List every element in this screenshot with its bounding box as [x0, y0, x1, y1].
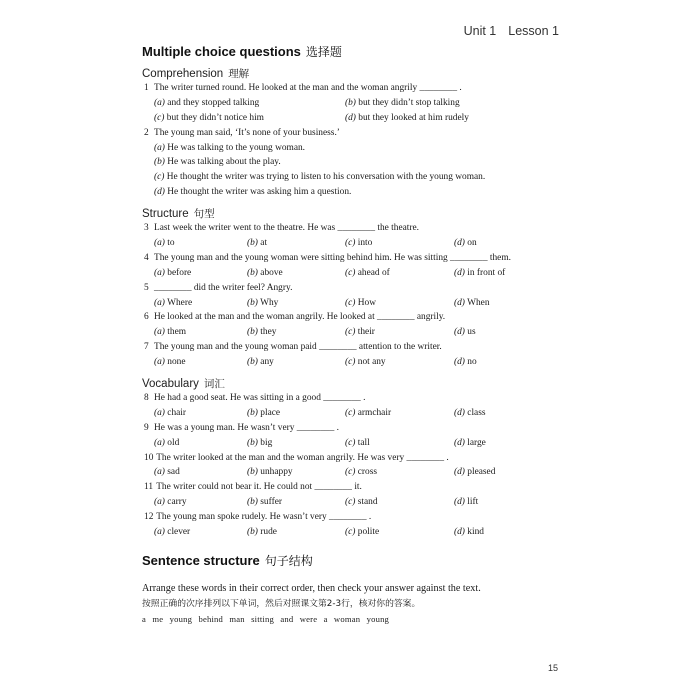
option-b: (b) any — [247, 357, 274, 368]
question-5-options — [142, 296, 562, 311]
question-2: 2 The young man said, ‘It’s none of your business.’ — [144, 127, 340, 138]
question-4-options — [142, 266, 562, 281]
option-d: (d) He thought the writer was asking him a question. — [154, 187, 352, 198]
question-3-options — [142, 236, 562, 251]
option-a: (a) old — [154, 437, 180, 448]
question-5: 5 ________ did the writer feel? Angry. — [144, 282, 293, 293]
option-b: (b) at — [247, 238, 268, 249]
question-1-options-cd — [142, 111, 562, 126]
option-c: (c) armchair — [345, 407, 392, 418]
option-b: (b) He was talking about the play. — [154, 157, 281, 168]
question-9-options — [142, 436, 562, 451]
option-a: (a) and they stopped talking — [154, 97, 260, 108]
exercise-content — [142, 43, 562, 624]
question-12: 12 The young man spoke rudely. He wasn’t very ________ . — [144, 512, 372, 523]
option-c: (c) How — [345, 297, 376, 308]
option-a: (a) none — [154, 357, 186, 368]
question-10: 10 The writer looked at the man and the woman angrily. He was very ________ . — [144, 452, 449, 463]
option-b: (b) above — [247, 267, 283, 278]
option-b: (b) Why — [247, 297, 279, 308]
option-b: (b) unhappy — [247, 467, 293, 478]
option-d: (d) lift — [454, 497, 479, 508]
option-b: (b) big — [247, 437, 273, 448]
option-c: (c) ahead of — [345, 267, 390, 278]
page-number: 15 — [547, 663, 558, 673]
instruction-text: Arrange these words in their correct order, then check your answer against the text. — [142, 582, 481, 594]
option-a: (a) to — [154, 238, 175, 249]
option-b: (b) but they didn’t stop talking — [345, 97, 460, 108]
vocabulary-heading: Vocabulary 词汇 — [142, 378, 225, 391]
option-d: (d) kind — [454, 527, 484, 538]
question-3: 3 Last week the writer went to the theatre. He was ________ the theatre. — [144, 223, 420, 234]
option-c: (c) stand — [345, 497, 378, 508]
question-8: 8 He had a good seat. He was sitting in a good ________ . — [144, 393, 366, 404]
option-a: (a) carry — [154, 497, 187, 508]
option-c: (c) not any — [345, 357, 386, 368]
option-a: (a) before — [154, 267, 192, 278]
option-d: (d) pleased — [454, 467, 496, 478]
running-header — [464, 24, 559, 38]
option-a: (a) He was talking to the young woman. — [154, 142, 306, 153]
question-10-options — [142, 465, 562, 480]
option-b: (b) they — [247, 327, 277, 338]
question-12-options — [142, 525, 562, 540]
mc-heading: Multiple choice questions 选择题 — [142, 44, 342, 59]
option-a: (a) them — [154, 327, 187, 338]
question-7-options — [142, 355, 562, 370]
question-11: 11 The writer could not bear it. He could not ________ it. — [144, 482, 362, 493]
option-a: (a) chair — [154, 407, 187, 418]
instruction-text-cn: 按照正确的次序排列以下单词，然后对照课文第2-3行，核对你的答案。 — [142, 598, 421, 609]
sentence-structure-section — [142, 552, 562, 624]
option-b: (b) suffer — [247, 497, 282, 508]
question-11-options — [142, 495, 562, 510]
option-d: (d) but they looked at him rudely — [345, 112, 469, 123]
option-d: (d) us — [454, 327, 476, 338]
option-d: (d) When — [454, 297, 490, 308]
option-c: (c) cross — [345, 467, 378, 478]
question-7: 7 The young man and the young woman paid ________ attention to the writer. — [144, 342, 442, 353]
option-c: (c) but they didn’t notice him — [154, 112, 264, 123]
option-d: (d) no — [454, 357, 477, 368]
option-d: (d) in front of — [454, 267, 506, 278]
question-6: 6 He looked at the man and the woman angrily. He looked at ________ angrily. — [144, 312, 446, 323]
option-c: (c) tall — [345, 437, 370, 448]
question-1: 1 The writer turned round. He looked at the man and the woman angrily ________ . — [144, 83, 462, 93]
option-c: (c) their — [345, 327, 375, 338]
option-d: (d) large — [454, 437, 486, 448]
word-list: a me young behind man sitting and were a woman young — [142, 613, 390, 624]
comprehension-heading: Comprehension 理解 — [142, 68, 250, 80]
question-6-options — [142, 325, 562, 340]
unit-label: Unit 1 — [463, 24, 497, 38]
question-1-options-ab — [142, 96, 562, 111]
option-a: (a) clever — [154, 527, 191, 538]
structure-heading: Structure 句型 — [142, 208, 215, 221]
lesson-label: Lesson 1 — [508, 24, 559, 38]
option-a: (a) sad — [154, 467, 180, 478]
option-b: (b) rude — [247, 527, 277, 538]
question-9: 9 He was a young man. He wasn’t very ________ . — [144, 422, 339, 433]
option-b: (b) place — [247, 407, 281, 418]
question-8-options — [142, 406, 562, 421]
question-4: 4 The young man and the young woman were sitting behind him. He was sitting ________ them. — [144, 252, 511, 263]
option-d: (d) on — [454, 238, 477, 249]
option-c: (c) into — [345, 238, 373, 249]
option-a: (a) Where — [154, 297, 193, 308]
option-d: (d) class — [454, 407, 486, 418]
sentence-structure-heading: Sentence structure 句子结构 — [142, 552, 313, 568]
option-c: (c) He thought the writer was trying to listen to his conversation with the young woman. — [154, 172, 486, 183]
option-c: (c) polite — [345, 527, 380, 538]
